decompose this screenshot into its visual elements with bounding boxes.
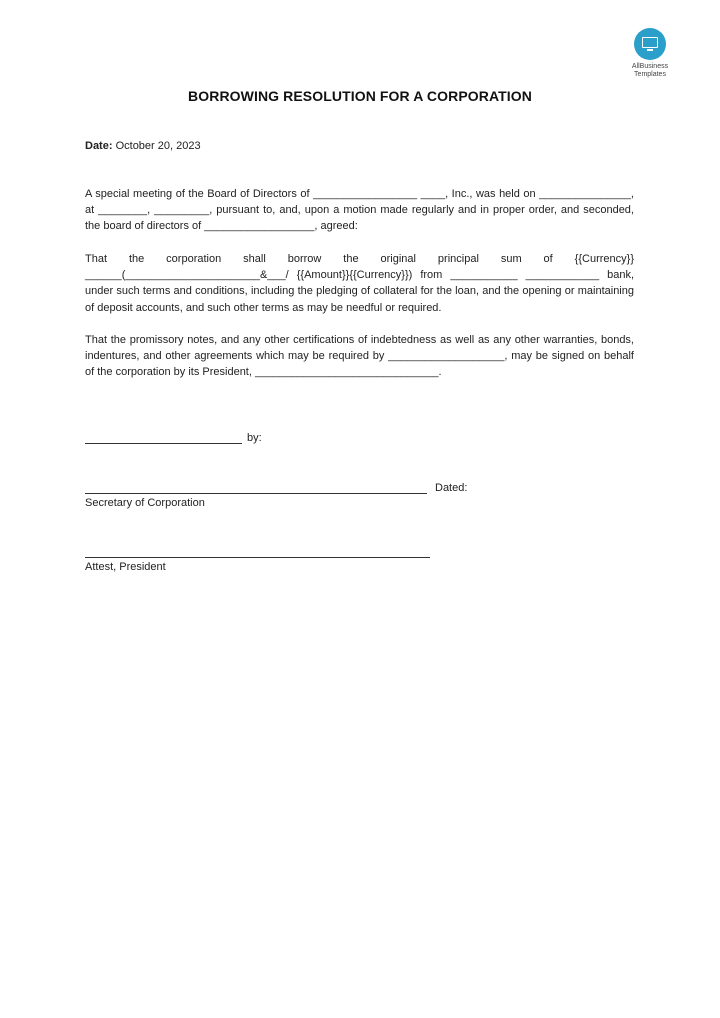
document-title: BORROWING RESOLUTION FOR A CORPORATION [188, 88, 532, 104]
signature-line-secretary [85, 493, 427, 494]
secretary-label: Secretary of Corporation [85, 497, 205, 509]
signature-line-attest [85, 557, 430, 558]
paragraph-borrow: That the corporation shall borrow the original principal sum of {{Currency}} ______(______________________&___/ {{Amount}}{{Currency}}) from ___________ ____________ bank, under such terms and conditions, including the pledging of collateral for the loan, and the opening or maintaining of deposit accounts, and such other terms as may be needful or required. [85, 253, 634, 314]
paragraph-meeting: A special meeting of the Board of Directors of _________________ ____, Inc., was held on _______________, at ________, _________, pursuant to, and, upon a motion made regularly and in proper order, and seconded, the board of directors of __________________, agreed: [85, 188, 634, 233]
logo-line-1: AllBusiness [631, 63, 669, 70]
signature-line-by [85, 443, 242, 444]
date-value: October 20, 2023 [115, 140, 201, 152]
date-line [85, 138, 201, 154]
logo-text [618, 63, 682, 79]
paragraph-promissory-notes: That the promissory notes, and any other certifications of indebtedness as well as any other warranties, bonds, indentures, and other agreements which may be required by ___________________, may be signed on behalf of the corporation by its President, ______________________________. [85, 334, 634, 379]
by-label: by: [247, 432, 262, 444]
date-label: Date: [85, 140, 113, 152]
logo-line-2: Templates [634, 71, 666, 78]
dated-label: Dated: [435, 482, 468, 494]
monitor-icon [634, 28, 666, 60]
allbusiness-logo [618, 28, 682, 79]
attest-label: Attest, President [85, 561, 166, 573]
